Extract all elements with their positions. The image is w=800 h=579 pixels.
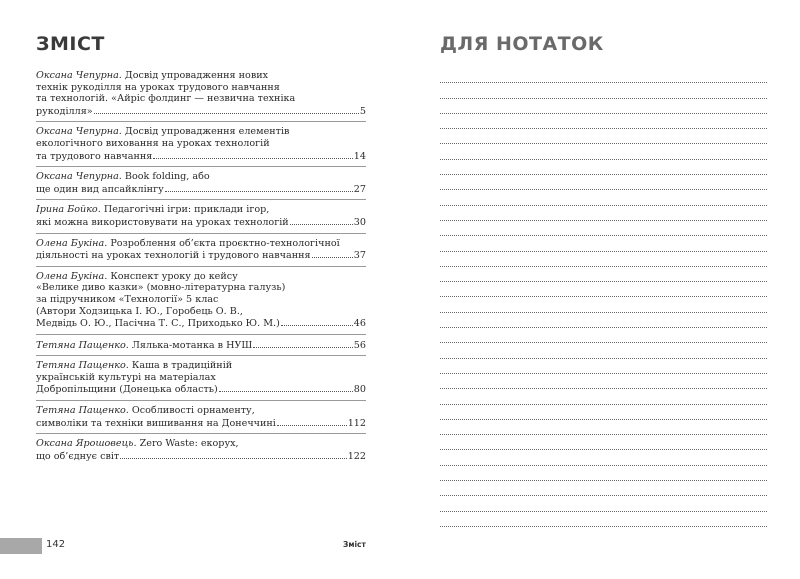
toc-line <box>36 93 366 105</box>
toc-text: Конспект уроку до кейсу <box>110 270 238 282</box>
toc-author: Оксана Чепурна. <box>36 171 122 183</box>
note-line <box>440 512 767 527</box>
toc-page-number: 5 <box>359 105 366 117</box>
note-line <box>440 481 767 496</box>
dot-leader <box>290 216 353 225</box>
toc-text: ще один вид апсайклінгу <box>36 183 164 195</box>
notes-title: ДЛЯ НОТАТОК <box>440 33 604 55</box>
toc-line <box>36 294 366 306</box>
toc-line <box>36 238 366 250</box>
toc-author: Тетяна Пащенко. <box>36 405 129 417</box>
toc-text: символіки та техніки вишивання на Донеччині <box>36 417 276 429</box>
toc-text: Zero Waste: екорух, <box>139 438 239 450</box>
toc-text: та технологій. «Айріс фолдинг — незвична техніка <box>36 93 296 105</box>
toc-author: Олена Букіна. <box>36 270 108 282</box>
toc-line <box>36 317 366 330</box>
toc-line <box>36 383 366 396</box>
toc-text: технік рукоділля на уроках трудового навчання <box>36 81 280 93</box>
note-line <box>440 99 767 114</box>
dot-leader <box>281 317 353 326</box>
note-line <box>440 435 767 450</box>
toc-text: Особливості орнаменту, <box>131 405 255 417</box>
note-line <box>440 221 767 236</box>
footer-bar <box>0 538 42 554</box>
toc-line <box>36 306 366 318</box>
toc-text: які можна використовувати на уроках технологій <box>36 216 289 228</box>
toc-line <box>36 70 366 82</box>
toc-text: Досвід упровадження елементів <box>124 126 290 138</box>
note-line <box>440 496 767 511</box>
toc-text: за підручником «Технології» 5 клас <box>36 293 219 305</box>
toc-page-number: 122 <box>347 450 366 462</box>
dot-leader <box>253 339 352 348</box>
note-line <box>440 297 767 312</box>
toc-page-number: 56 <box>353 339 366 351</box>
toc-line <box>36 271 366 283</box>
toc-author: Оксана Чепурна. <box>36 70 122 81</box>
toc-text: Педагогічні ігри: приклади ігор, <box>103 204 270 216</box>
toc-line <box>36 138 366 150</box>
toc-author: Оксана Чепурна. <box>36 126 122 138</box>
note-line <box>440 313 767 328</box>
running-footer-section: Зміст <box>343 540 366 549</box>
note-line <box>440 175 767 190</box>
note-line <box>440 129 767 144</box>
toc-author: Ірина Бойко. <box>36 204 101 216</box>
toc-entry <box>36 334 366 352</box>
note-line <box>440 144 767 159</box>
toc-line <box>36 249 366 262</box>
toc-entry <box>36 121 366 162</box>
dot-leader <box>94 105 359 114</box>
note-line <box>440 466 767 481</box>
toc-line <box>36 360 366 372</box>
toc-text: Досвід упровадження нових <box>124 70 269 81</box>
dot-leader <box>219 383 353 392</box>
toc-text: діяльності на уроках технологій і трудового навчання <box>36 250 311 262</box>
toc-line <box>36 150 366 163</box>
toc-page-number: 112 <box>347 417 366 429</box>
dot-leader <box>277 417 347 426</box>
toc-text: та трудового навчання <box>36 150 153 162</box>
toc-line <box>36 450 366 463</box>
toc-text: рукоділля» <box>36 105 93 117</box>
note-line <box>440 420 767 435</box>
toc-entry <box>36 400 366 429</box>
toc-entry <box>36 233 366 262</box>
note-line <box>440 343 767 358</box>
toc-text: Медвідь О. Ю., Пасічна Т. С., Приходько Ю. М.) <box>36 318 280 330</box>
toc-line <box>36 216 366 229</box>
toc-entry <box>36 70 366 117</box>
toc-line <box>36 82 366 94</box>
toc-text: (Автори Ходзицька І. Ю., Горобець О. В., <box>36 305 243 317</box>
toc-text: Розроблення об’єкта проєктно-технологічної <box>110 237 340 249</box>
toc-text: екологічного виховання на уроках технологій <box>36 137 270 149</box>
toc-author: Олена Букіна. <box>36 237 108 249</box>
dot-leader <box>312 249 353 258</box>
note-line <box>440 328 767 343</box>
toc-entry <box>36 199 366 228</box>
note-line <box>440 190 767 205</box>
toc-line <box>36 372 366 384</box>
toc-line <box>36 438 366 450</box>
toc-page-number: 46 <box>353 318 366 330</box>
note-line <box>440 267 767 282</box>
toc-entry <box>36 433 366 462</box>
toc-author: Тетяна Пащенко. <box>36 360 129 372</box>
note-line <box>440 68 767 83</box>
note-line <box>440 206 767 221</box>
note-line <box>440 389 767 404</box>
toc-page-number: 80 <box>353 384 366 396</box>
toc-entry <box>36 266 366 330</box>
toc-line <box>36 126 366 138</box>
toc-page-number: 14 <box>353 150 366 162</box>
toc-text: Book folding, або <box>124 171 210 183</box>
toc-author: Оксана Ярошовець. <box>36 438 137 450</box>
note-line <box>440 252 767 267</box>
toc-text: Добропільщини (Донецька область) <box>36 384 218 396</box>
dot-leader <box>165 183 353 192</box>
toc-page-number: 37 <box>353 250 366 262</box>
toc-text: українській культурі на матеріалах <box>36 371 216 383</box>
toc-text: «Велике диво казки» (мовно-літературна галузь) <box>36 282 286 294</box>
page-number: 142 <box>46 539 66 550</box>
note-line <box>440 160 767 175</box>
note-line <box>440 236 767 251</box>
toc-text: що об’єднує світ <box>36 450 120 462</box>
toc-line <box>36 105 366 118</box>
dot-leader <box>120 450 346 459</box>
note-line <box>440 405 767 420</box>
table-of-contents <box>36 70 366 462</box>
dot-leader <box>153 150 352 159</box>
toc-text: Лялька-мотанка в НУШ <box>131 339 253 351</box>
note-line <box>440 282 767 297</box>
toc-line <box>36 405 366 417</box>
toc-text: Каша в традиційній <box>131 360 233 372</box>
toc-line <box>36 171 366 183</box>
note-line <box>440 374 767 389</box>
toc-page-number: 27 <box>353 183 366 195</box>
toc-entry <box>36 355 366 396</box>
note-line <box>440 359 767 374</box>
toc-line <box>36 339 366 352</box>
note-line <box>440 450 767 465</box>
toc-page-number: 30 <box>353 216 366 228</box>
toc-entry <box>36 166 366 195</box>
toc-author: Тетяна Пащенко. <box>36 339 129 351</box>
contents-title: ЗМІСТ <box>36 33 105 55</box>
toc-line <box>36 417 366 430</box>
note-line <box>440 83 767 98</box>
note-line <box>440 114 767 129</box>
notes-area <box>440 68 767 527</box>
toc-line <box>36 282 366 294</box>
toc-line <box>36 204 366 216</box>
toc-line <box>36 183 366 196</box>
